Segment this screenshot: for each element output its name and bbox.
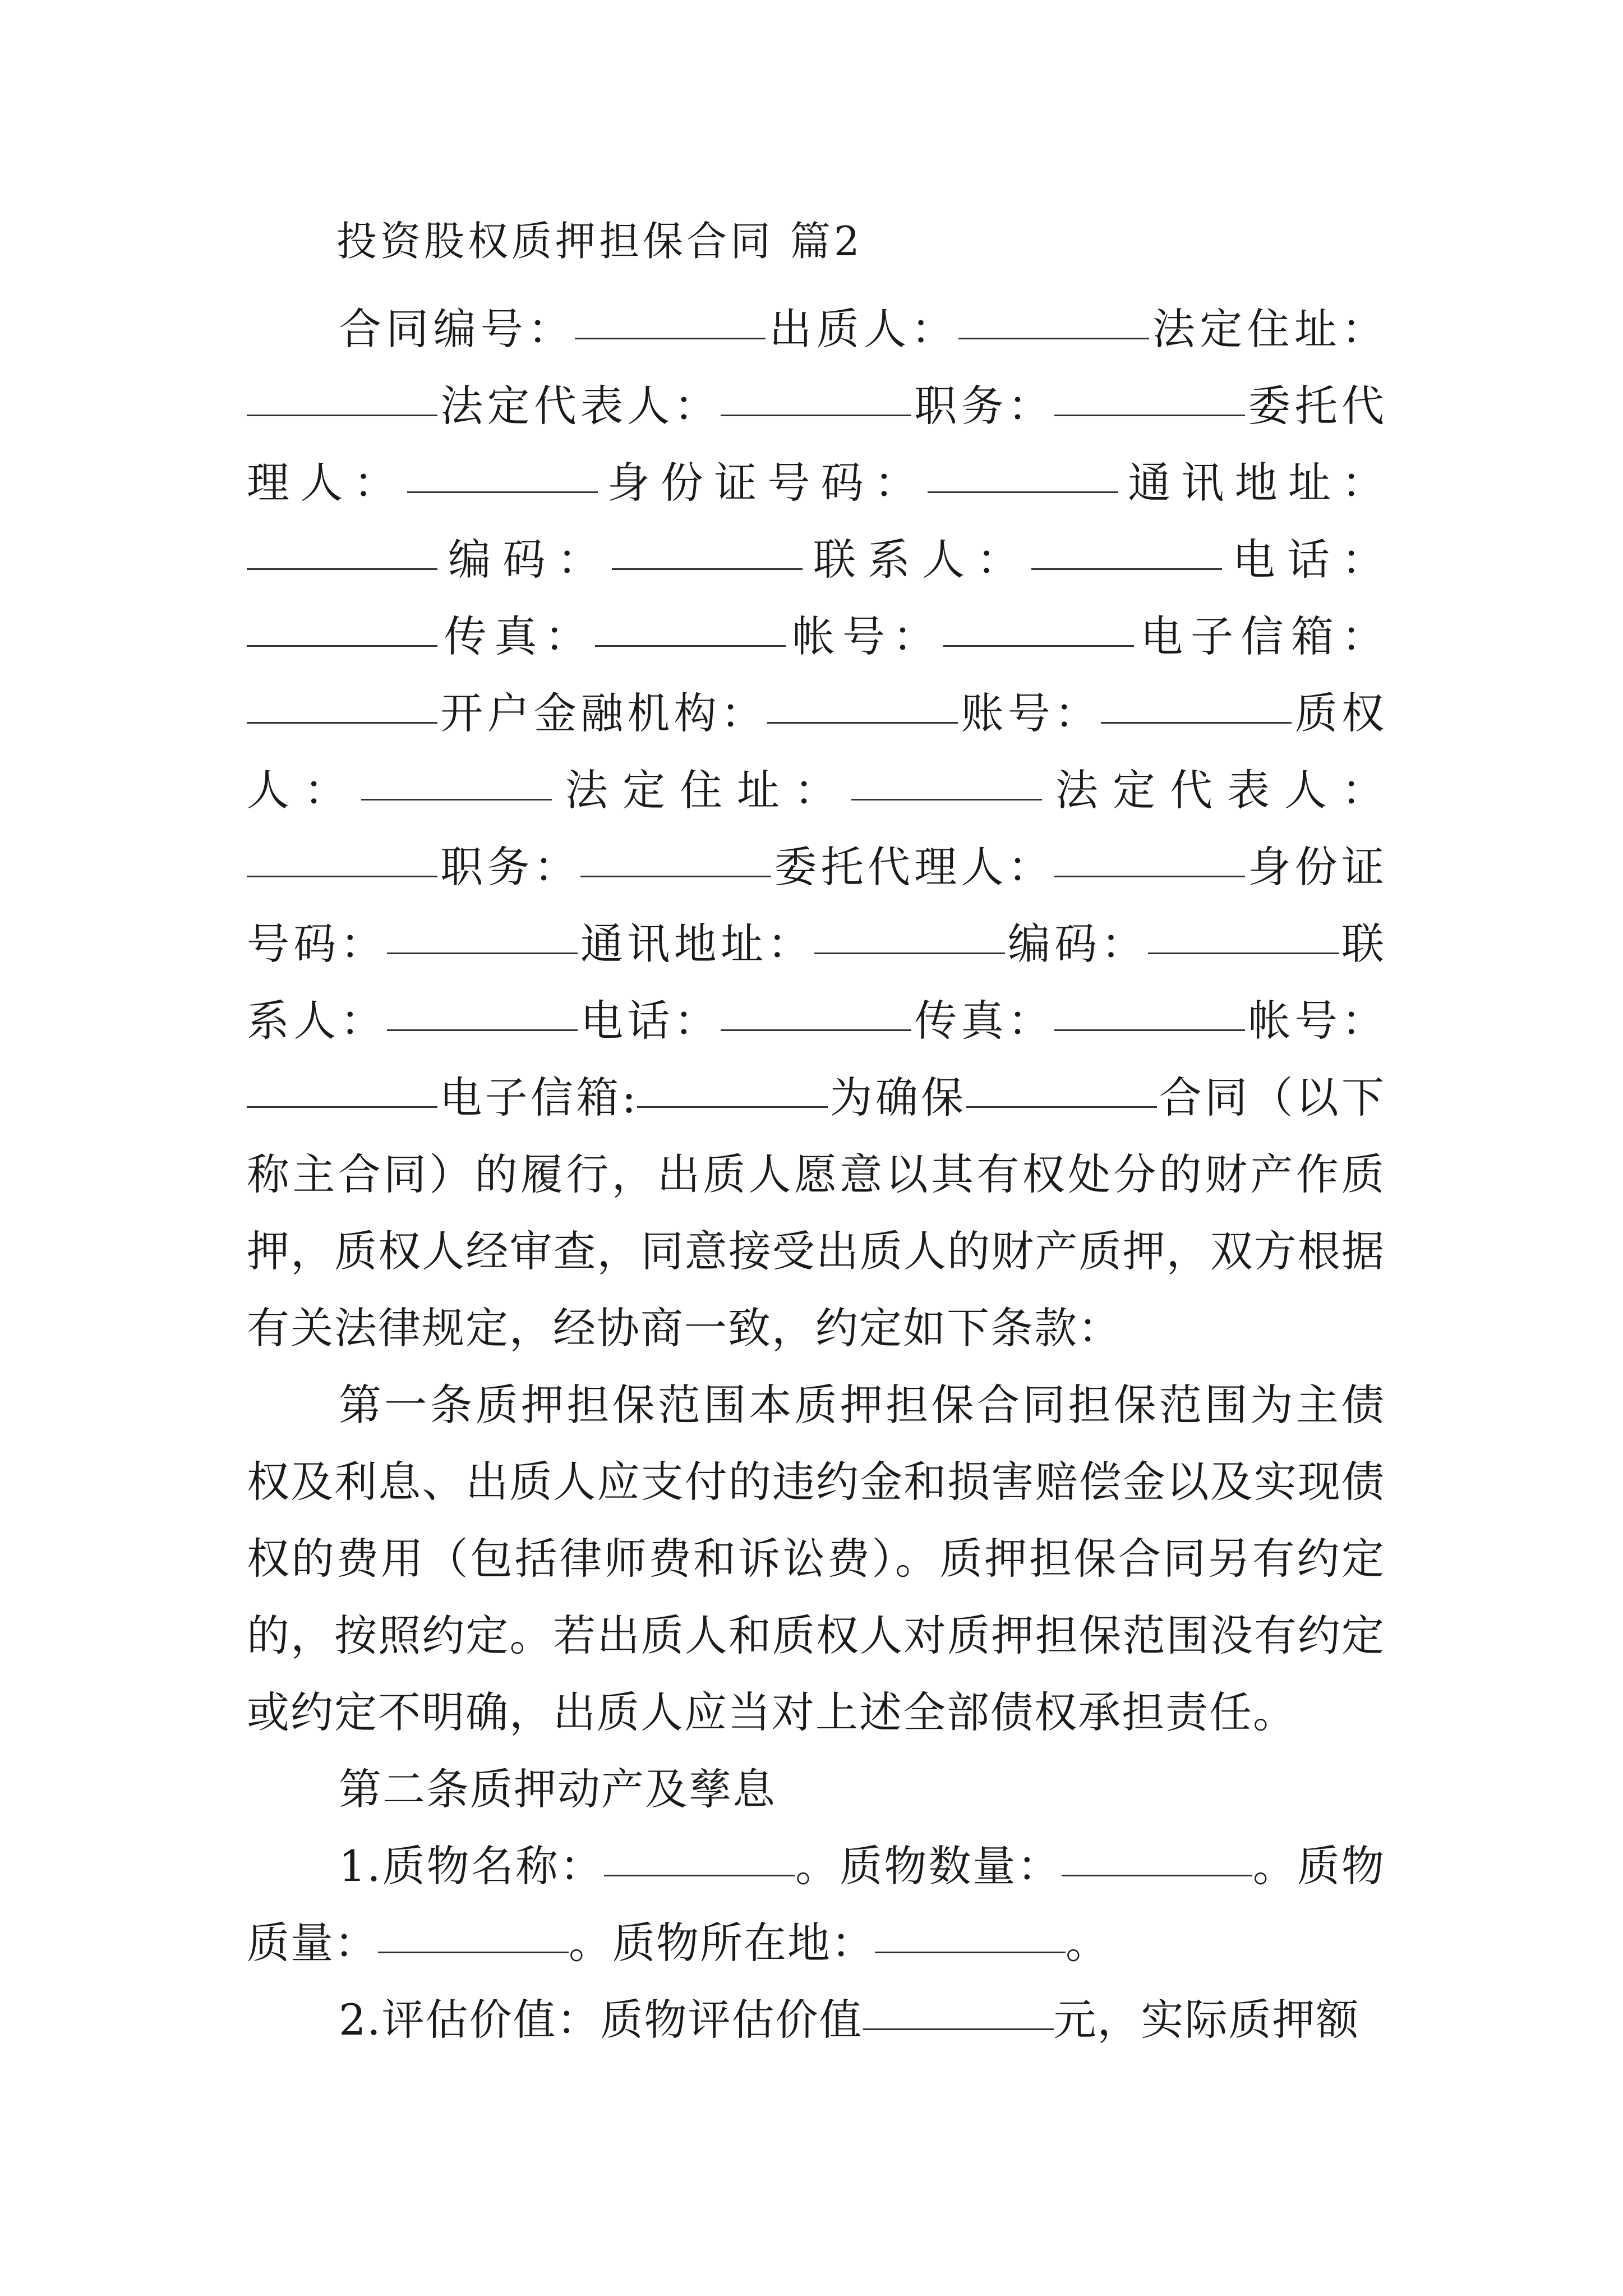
pledgee-tel-blank: [721, 1029, 911, 1031]
pledgee-agent-blank: [1054, 875, 1245, 877]
pledgor-mail-blank: [247, 568, 437, 570]
pledgor-agent-blank: [407, 491, 598, 493]
pledgor-position-label: 职务：: [911, 381, 1055, 431]
pledgee-contact-blank: [387, 1029, 578, 1031]
pledge-quality-blank: [378, 1951, 569, 1953]
pledgee-contact-label: 联系人：: [247, 919, 1386, 1046]
pledgor-email-blank: [247, 721, 437, 724]
pledgee-position-blank: [580, 875, 771, 877]
pledgee-id-blank: [387, 952, 578, 954]
pledge-qty-blank: [1062, 1874, 1252, 1876]
pledgor-address-label: 法定住址：: [1149, 304, 1386, 354]
pledgee-label: 质权人：: [247, 688, 1386, 815]
pledge-name-blank: [604, 1874, 795, 1876]
pledgee-email-blank: [637, 1106, 828, 1108]
pledge-location-blank: [875, 1951, 1066, 1953]
pledgee-fax-label: 传真：: [911, 996, 1055, 1046]
article-1: 第一条质押担保范围本质押担保合同担保范围为主债权及利息、出质人应支付的违约金和损害赔偿金以及实现债权的费用（包括律师费和诉讼费）。质押担保合同另有约定的，按照约定。若出质人和质权人对质押担保范围没有约定或约定不明确，出质人应当对上述全部债权承担责任。: [247, 1380, 1385, 1737]
item1-end: 。: [1066, 1918, 1109, 1968]
pledgor-label: 出质人：: [766, 304, 958, 354]
pledgee-id-label: 身份证号码：: [247, 842, 1386, 969]
article-2-item-2: [247, 1981, 1385, 2058]
pledgee-rep-label: 法定代表人：: [1042, 765, 1385, 815]
pledge-quality-label: 。质物质量：: [247, 1841, 1386, 1968]
main-contract-blank: [966, 1106, 1157, 1108]
contract-no-blank: [575, 337, 766, 339]
pledgor-contact-label: 联系人：: [802, 535, 1031, 585]
pledgor-acct2-label: 账号：: [958, 688, 1101, 738]
pledgee-zip-label: 编码：: [1004, 919, 1148, 969]
pledge-location-label: 。质物所在地：: [569, 1918, 875, 1968]
pledgor-rep-blank: [721, 414, 911, 416]
pledge-qty-label: 。质物数量：: [795, 1841, 1062, 1891]
purpose-label: 为确保: [828, 1073, 967, 1122]
pledgor-fax-label: 传真：: [437, 611, 595, 661]
pledge-name-label: 1.质物名称：: [339, 1841, 605, 1891]
pledgor-contact-blank: [1031, 568, 1222, 570]
pledgee-rep-blank: [247, 875, 437, 877]
pledgor-rep-label: 法定代表人：: [437, 381, 721, 431]
pledgee-address-blank: [851, 798, 1042, 800]
pledgee-blank: [361, 798, 552, 800]
pledgor-tel-blank: [247, 645, 437, 647]
pledgor-zip-label: 编码：: [437, 535, 612, 585]
pledgor-bank-label: 开户金融机构：: [437, 688, 768, 738]
pledgor-account-blank: [943, 645, 1134, 647]
pledgor-blank: [958, 337, 1149, 339]
pledgor-email-label: 电子信箱：: [1133, 611, 1386, 661]
pledgor-address-blank: [247, 414, 437, 416]
pledgee-mail-label: 通讯地址：: [577, 919, 814, 969]
document-body: [247, 291, 1385, 2058]
pledgor-zip-blank: [612, 568, 803, 570]
contract-no-label: 合同编号：: [339, 304, 575, 354]
valuation-blank: [863, 2028, 1054, 2030]
pledgor-agent-label: 委托代理人：: [247, 381, 1386, 508]
pledgor-id-blank: [928, 491, 1118, 493]
pledgee-zip-blank: [1148, 952, 1339, 954]
pledgee-email-label: 电子信箱:: [437, 1073, 638, 1122]
article-2-title: 第二条质押动产及孳息: [339, 1764, 776, 1814]
pledgor-position-blank: [1054, 414, 1245, 416]
preamble-paragraph: [247, 291, 1385, 1366]
pledgor-acct2-blank: [1101, 721, 1292, 724]
valuation-label: 2.评估价值：质物评估价值: [339, 1995, 863, 2045]
pledgor-mail-label: 通讯地址：: [1118, 458, 1386, 508]
pledgee-fax-blank: [1054, 1029, 1245, 1031]
article-2-item-1: [247, 1828, 1385, 1981]
pledgee-mail-blank: [814, 952, 1005, 954]
pledgee-account-label: 帐号：: [1245, 996, 1386, 1046]
pledgor-bank-blank: [767, 721, 958, 724]
pledgor-fax-blank: [595, 645, 786, 647]
document-title: 投资股权质押担保合同 篇2: [336, 218, 863, 265]
valuation-unit: 元，实际质押额: [1053, 1995, 1360, 2045]
pledgor-account-label: 帐号：: [785, 611, 943, 661]
purpose-text: 合同（以下称主合同）的履行，出质人愿意以其有权处分的财产作质押，质权人经审查，同意接受出质人的财产质押，双方根据有关法律规定，经协商一致，约定如下条款：: [247, 1073, 1386, 1353]
pledgee-tel-label: 电话：: [577, 996, 721, 1046]
pledgee-position-label: 职务：: [437, 842, 581, 892]
pledgee-address-label: 法定住址：: [552, 765, 851, 815]
pledgee-account-blank: [247, 1106, 437, 1108]
pledgor-tel-label: 电话：: [1221, 535, 1386, 585]
pledgee-agent-label: 委托代理人：: [771, 842, 1055, 892]
pledgor-id-label: 身份证号码：: [597, 458, 928, 508]
